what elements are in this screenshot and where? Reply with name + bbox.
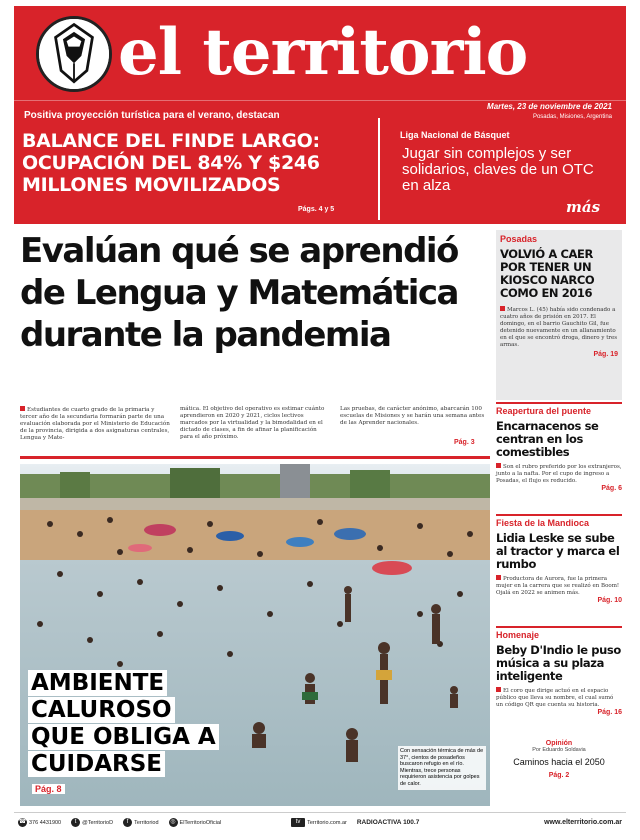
news-body-text: Son el rubro preferido por los extranjeros, junto a la nafta. Por el cupo de ingreso a Posadas, el flujo es reducido.	[496, 464, 622, 484]
bullet-square-icon	[20, 406, 25, 411]
news-pages: Pág. 19	[593, 351, 618, 358]
news-pages: Pág. 6	[601, 485, 622, 492]
main-story-text: mática. El objetivo del operativo es estimar cuánto aprendieron en 2020 y 2021, ciclos lectivos marcados por la virtualidad y la bimodalidad en el dictado de clases, a fin de afinar la planificación para el año próximo.	[180, 406, 325, 440]
divider	[378, 118, 380, 220]
footer-tv-text: Territorio.com.ar	[307, 819, 347, 826]
section-label: Posadas	[500, 234, 538, 244]
footer-facebook-text: Territoriod	[134, 819, 159, 826]
photo-pages: Pág. 8	[32, 784, 65, 794]
main-story-text: Estudiantes de cuarto grado de la primaria y tercer año de la secundaria formarán parte de una evaluación elaborada por el Ministerio de Educación de la provincia, dirigida a dos asignaturas centrales, Lengua y Mate-	[20, 407, 170, 441]
footer-tv[interactable]	[291, 818, 347, 827]
news-headline[interactable]: Encarnacenos se centran en los comestibles	[496, 419, 599, 459]
section-label: Homenaje	[496, 630, 540, 640]
opinion-title[interactable]: Caminos hacia el 2050	[513, 757, 605, 767]
main-story-col-1	[20, 406, 170, 442]
newspaper-front-page	[14, 6, 626, 834]
bullet-square-icon	[496, 575, 501, 580]
news-headline[interactable]: VOLVIÓ A CAER POR TENER UN KIOSCO NARCO COMO EN 2016	[500, 247, 595, 300]
news-headline[interactable]: Lidia Leske se sube al tractor y marca el rumbo	[496, 531, 620, 571]
news-box-posadas	[496, 230, 622, 400]
footer-website[interactable]: www.elterritorio.com.ar	[544, 819, 622, 826]
top-story-headline[interactable]: BALANCE DEL FINDE LARGO: OCUPACIÓN DEL 84% Y $246 MILLONES MOVILIZADOS	[22, 130, 320, 196]
issue-date: Martes, 23 de noviembre de 2021	[487, 102, 612, 111]
section-label: Reapertura del puente	[496, 406, 592, 416]
side-top-kicker: Liga Nacional de Básquet	[400, 130, 510, 140]
news-body-text: El coro que dirige actuó en el espacio público que lleva su nombre, el cual sumó un código QR que cuenta su historia.	[496, 688, 614, 708]
photo-headline[interactable]	[28, 670, 228, 778]
opinion-author: Por Eduardo Soldavia	[532, 747, 586, 753]
footer-twitter[interactable]	[71, 818, 113, 827]
footer-phone	[18, 818, 61, 827]
main-story-text: Las pruebas, de carácter anónimo, abarcarán 100 escuelas de Misiones y se harán una semana antes de las Aprender nacionales.	[340, 406, 485, 426]
news-body	[496, 687, 622, 709]
news-body	[500, 306, 618, 349]
main-story-col-3	[340, 406, 490, 442]
top-story-kicker: Positiva proyección turística para el verano, destacan	[24, 110, 280, 121]
beach-photo	[20, 464, 490, 806]
news-item-mandioca	[496, 514, 622, 604]
issue-place: Posadas, Misiones, Argentina	[532, 114, 612, 120]
divider	[496, 626, 622, 628]
instagram-icon: ◎	[170, 819, 176, 825]
twitter-icon: t	[71, 818, 80, 827]
divider	[496, 514, 622, 516]
news-pages: Pág. 10	[597, 597, 622, 604]
news-body	[496, 575, 622, 597]
bullet-square-icon	[496, 463, 501, 468]
top-story-pages: Págs. 4 y 5	[298, 206, 335, 213]
bullet-square-icon	[496, 687, 501, 692]
bullet-square-icon	[500, 306, 505, 311]
news-body	[496, 463, 622, 485]
news-pages: Pág. 16	[597, 709, 622, 716]
footer-facebook[interactable]	[123, 818, 158, 827]
news-body-text: Productora de Aurora, fue la primera mujer en la carrera que se realizó en Boom! Ojalá en 2022 se animen más.	[496, 576, 620, 596]
news-item-homenaje	[496, 626, 622, 716]
opinion-box	[496, 740, 622, 779]
opinion-pages: Pág. 2	[548, 772, 570, 779]
main-story-columns	[20, 406, 490, 442]
footer	[14, 812, 626, 832]
footer-instagram[interactable]	[169, 818, 222, 827]
news-item-puente	[496, 402, 622, 492]
news-headline[interactable]: Beby D'Indio le puso música a su plaza inteligente	[496, 643, 621, 683]
photo-caption: Con sensación térmica de más de 37°, cientos de posadeños buscaron refugio en el río. Mientras, trece personas requirieron asistencia por golpes de calor.	[398, 746, 486, 790]
photo-headline-text: AMBIENTE CALUROSO QUE OBLIGA A CUIDARSE	[28, 670, 219, 777]
masthead	[14, 6, 626, 224]
news-body-text: Marcos L. (45) había sido condenado a cuatro años de prisión en 2017. El domingo, en el barrio Gauchito Gil, fue detenido nuevamente en un allanamiento en el que se encontró droga, dinero y tres armas.	[500, 307, 618, 348]
brand-name: el territorio	[118, 15, 528, 90]
newspaper-logo-icon	[36, 16, 112, 92]
main-story-pages: Pág. 3	[454, 439, 475, 446]
main-headline[interactable]: Evalúan qué se aprendió de Lengua y Matemática durante la pandemia	[20, 231, 458, 355]
tv-icon: tv	[291, 818, 305, 827]
footer-radio[interactable]: RADIOACTIVA 100.7	[356, 819, 420, 826]
side-top-headline[interactable]: Jugar sin complejos y ser solidarios, claves de un OTC en alza	[402, 145, 594, 194]
divider	[20, 456, 490, 459]
facebook-icon: f	[123, 818, 132, 827]
whatsapp-icon: ☎	[18, 819, 27, 825]
footer-twitter-text: @TerritorioD	[82, 819, 114, 826]
divider	[14, 100, 626, 101]
opinion-label: Opinión	[545, 740, 573, 747]
footer-phone-text: 376 4431900	[29, 819, 62, 826]
mas-logo: más	[566, 198, 601, 216]
divider	[496, 402, 622, 404]
section-label: Fiesta de la Mandioca	[496, 518, 590, 528]
main-story-col-2	[180, 406, 330, 442]
footer-instagram-text: ElTerritorioOficial	[179, 819, 222, 826]
